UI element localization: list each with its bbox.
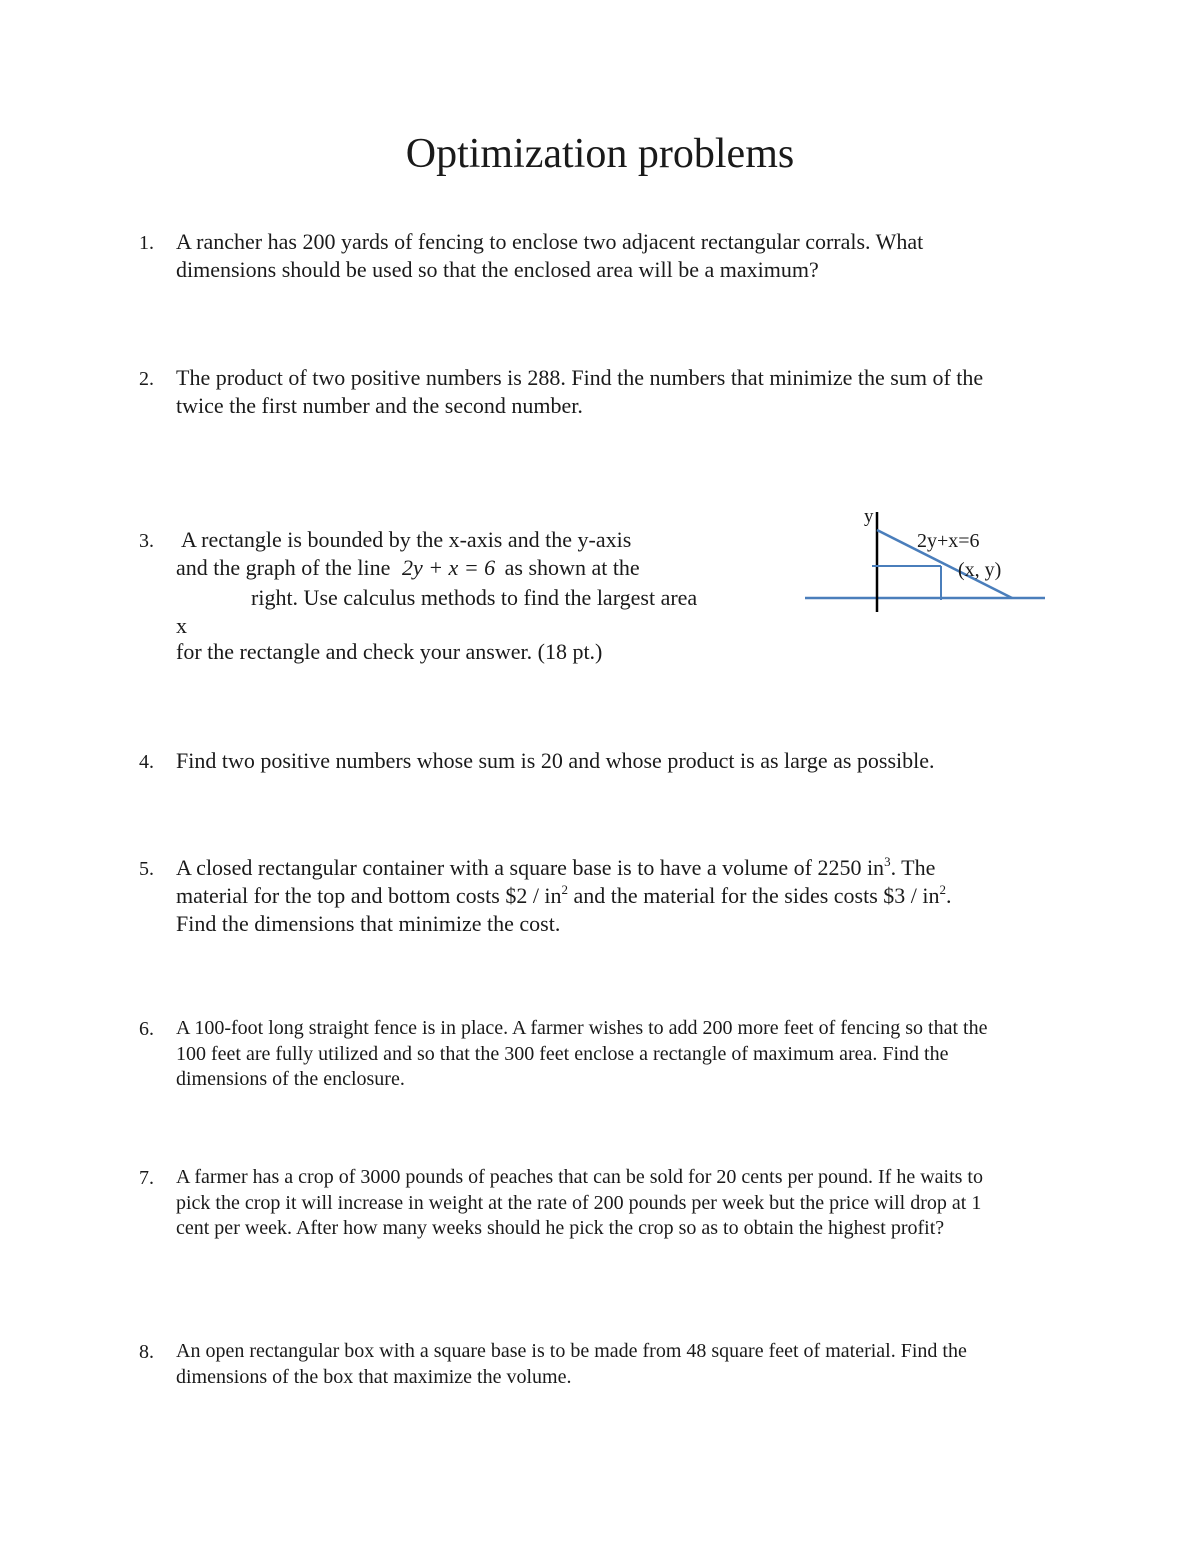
problem-text-line: Find the dimensions that minimize the cost. <box>176 911 561 936</box>
problem-number: 6. <box>139 1018 154 1040</box>
problem-text-line: dimensions of the enclosure. <box>176 1068 405 1090</box>
problem-number: 8. <box>139 1341 154 1363</box>
problem-number: 3. <box>139 530 154 552</box>
superscript: 2 <box>561 882 569 897</box>
line-equation-label: 2y+x=6 <box>917 530 980 552</box>
problem-number: 7. <box>139 1167 154 1189</box>
problem-text-line: A rancher has 200 yards of fencing to enclose two adjacent rectangular corrals. What <box>176 229 924 254</box>
page-title: Optimization problems <box>405 131 795 177</box>
superscript: 3 <box>884 854 891 869</box>
problem-text-line: 100 feet are fully utilized and so that the 300 feet enclose a rectangle of maximum area. Find the <box>176 1043 949 1065</box>
problem-text-segment: and the graph of the line <box>176 555 391 580</box>
problem-text-line: A farmer has a crop of 3000 pounds of peaches that can be sold for 20 cents per pound. If he waits to <box>176 1166 983 1188</box>
problem-text-line: right. Use calculus methods to find the largest area <box>251 585 698 610</box>
problem-number: 5. <box>139 858 154 880</box>
problem-number: 4. <box>139 751 154 773</box>
rectangle-diagram <box>800 500 1050 620</box>
point-label: (x, y) <box>958 559 1002 581</box>
y-axis-label: y <box>864 506 874 527</box>
problem-text-line: dimensions should be used so that the enclosed area will be a maximum? <box>176 257 819 282</box>
problem-text-line: dimensions of the box that maximize the volume. <box>176 1366 572 1388</box>
problem-text-line <box>176 854 935 882</box>
problem-number: 2. <box>139 368 154 390</box>
problem-text-segment: . The <box>890 855 936 880</box>
problem-text-line: A rectangle is bounded by the x-axis and the y-axis <box>181 527 632 552</box>
problem-text-line: The product of two positive numbers is 288. Find the numbers that minimize the sum of the <box>176 365 984 390</box>
problem-text-segment: as shown at the <box>504 555 640 580</box>
problem-number: 1. <box>139 232 154 254</box>
problem-text-segment: . <box>946 883 952 908</box>
problem-text-line: for the rectangle and check your answer. (18 pt.) <box>176 639 603 664</box>
superscript: 2 <box>939 882 947 897</box>
problem-text-line: x <box>176 613 187 638</box>
problem-text-line <box>176 554 640 582</box>
problem-text-segment: and the material for the sides costs $3 / in <box>568 883 940 908</box>
problem-text-line <box>176 882 952 910</box>
problem-text-segment: A closed rectangular container with a square base is to have a volume of 2250 in <box>176 855 885 880</box>
problem-text-line: cent per week. After how many weeks should he pick the crop so as to obtain the highest profit? <box>176 1217 945 1239</box>
problem-text-line: Find two positive numbers whose sum is 20 and whose product is as large as possible. <box>176 748 935 773</box>
line-equation: 2y + x = 6 <box>401 555 496 580</box>
problem-text-line: A 100-foot long straight fence is in place. A farmer wishes to add 200 more feet of fencing so that the <box>176 1017 988 1039</box>
problem-text-line: twice the first number and the second number. <box>176 393 583 418</box>
problem-text-line: An open rectangular box with a square base is to be made from 48 square feet of material. Find the <box>176 1340 967 1362</box>
problem-text-segment: material for the top and bottom costs $2 / in <box>176 883 562 908</box>
problem-text-line: pick the crop it will increase in weight at the rate of 200 pounds per week but the price will drop at 1 <box>176 1192 982 1214</box>
